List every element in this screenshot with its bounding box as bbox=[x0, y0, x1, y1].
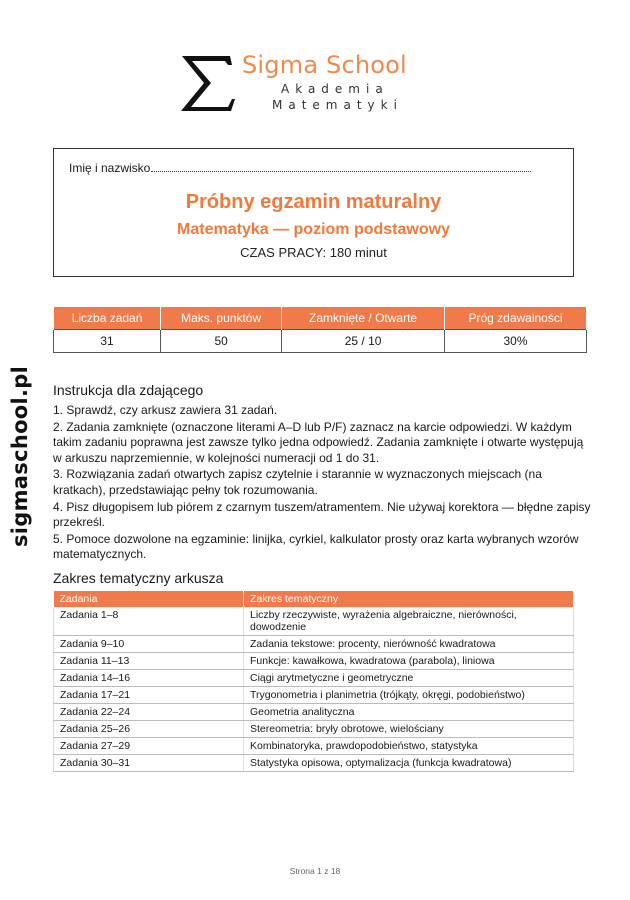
summary-value: 50 bbox=[161, 330, 282, 353]
instruction-item: 4. Pisz długopisem lub piórem z czarnym tuszem/atramentem. Nie używaj korektora — błędne zapisy przekreśl. bbox=[53, 499, 591, 530]
topics-row bbox=[54, 607, 574, 636]
exam-subtitle: Matematyka — poziom podstawowy bbox=[177, 221, 450, 238]
topics-task-range: Zadania 22–24 bbox=[54, 704, 244, 721]
summary-value: 30% bbox=[445, 330, 587, 353]
brand-tagline-1: Akademia bbox=[281, 82, 389, 96]
topics-row bbox=[54, 738, 574, 755]
topics-heading: Zakres tematyczny arkusza bbox=[53, 570, 224, 586]
instruction-item: 2. Zadania zamknięte (oznaczone literami A–D lub P/F) zaznacz na karcie odpowiedzi. W każdym takim zadaniu poprawna jest zawsze tylko jedna odpowiedź. Zadania zamknięte i otwarte występują w arkuszu naprzemiennie, w kolejności numeracji od 1 do 31. bbox=[53, 419, 584, 465]
topics-row bbox=[54, 653, 574, 670]
exam-title-box bbox=[53, 148, 574, 277]
topics-row bbox=[54, 687, 574, 704]
name-label: Imię i nazwisko bbox=[69, 161, 151, 175]
summary-table bbox=[53, 306, 587, 353]
topics-scope: Trygonometria i planimetria (trójkąty, okręgi, podobieństwo) bbox=[244, 687, 574, 704]
topics-scope: Statystyka opisowa, optymalizacja (funkcja kwadratowa) bbox=[244, 755, 574, 772]
topics-row bbox=[54, 636, 574, 653]
topics-scope: Liczby rzeczywiste, wyrażenia algebraiczne, nierówności, dowodzenie bbox=[244, 607, 574, 636]
sigma-school-logo bbox=[178, 50, 458, 120]
instruction-item: 1. Sprawdź, czy arkusz zawiera 31 zadań. bbox=[53, 403, 278, 417]
summary-header: Maks. punktów bbox=[161, 307, 282, 330]
summary-value: 25 / 10 bbox=[282, 330, 445, 353]
exam-title: Próbny egzamin maturalny bbox=[185, 191, 442, 213]
instructions-list bbox=[53, 403, 593, 564]
topics-task-range: Zadania 9–10 bbox=[54, 636, 244, 653]
topics-scope: Stereometria: bryły obrotowe, wielościany bbox=[244, 721, 574, 738]
topics-task-range: Zadania 25–26 bbox=[54, 721, 244, 738]
topics-row bbox=[54, 755, 574, 772]
topics-scope: Funkcje: kawałkowa, kwadratowa (parabola), liniowa bbox=[244, 653, 574, 670]
brand-name: Sigma School bbox=[242, 51, 407, 79]
topics-task-range: Zadania 27–29 bbox=[54, 738, 244, 755]
topics-scope: Zadania tekstowe: procenty, nierówność kwadratowa bbox=[244, 636, 574, 653]
brand-tagline-2: Matematyki bbox=[272, 98, 403, 112]
instruction-item: 3. Rozwiązania zadań otwartych zapisz czytelnie i starannie w wyznaczonych miejscach (na kratkach), przedstawiając pełny tok rozumowania. bbox=[53, 467, 542, 497]
topics-task-range: Zadania 17–21 bbox=[54, 687, 244, 704]
topics-header-tasks: Zadania bbox=[54, 591, 244, 607]
instructions-heading: Instrukcja dla zdającego bbox=[53, 382, 204, 398]
page-number: Strona 1 z 18 bbox=[289, 866, 341, 876]
topics-task-range: Zadania 1–8 bbox=[54, 607, 244, 636]
side-website-label: sigmaschool.pl bbox=[8, 365, 32, 547]
topics-header-scope: Zakres tematyczny bbox=[244, 591, 574, 607]
topics-row bbox=[54, 721, 574, 738]
sigma-icon bbox=[178, 52, 238, 112]
topics-task-range: Zadania 11–13 bbox=[54, 653, 244, 670]
topics-table bbox=[53, 591, 574, 772]
topics-row bbox=[54, 670, 574, 687]
summary-value: 31 bbox=[54, 330, 161, 353]
name-field bbox=[69, 161, 531, 175]
summary-header: Liczba zadań bbox=[54, 307, 161, 330]
name-dotted-line bbox=[151, 162, 531, 172]
topics-task-range: Zadania 14–16 bbox=[54, 670, 244, 687]
summary-header: Próg zdawalności bbox=[445, 307, 587, 330]
topics-row bbox=[54, 704, 574, 721]
topics-task-range: Zadania 30–31 bbox=[54, 755, 244, 772]
topics-scope: Geometria analityczna bbox=[244, 704, 574, 721]
exam-time: CZAS PRACY: 180 minut bbox=[240, 245, 387, 260]
topics-scope: Kombinatoryka, prawdopodobieństwo, statystyka bbox=[244, 738, 574, 755]
instruction-item: 5. Pomoce dozwolone na egzaminie: linijka, cyrkiel, kalkulator prosty oraz karta wybranych wzorów matematycznych. bbox=[53, 531, 579, 562]
summary-header: Zamknięte / Otwarte bbox=[282, 307, 445, 330]
topics-scope: Ciągi arytmetyczne i geometryczne bbox=[244, 670, 574, 687]
